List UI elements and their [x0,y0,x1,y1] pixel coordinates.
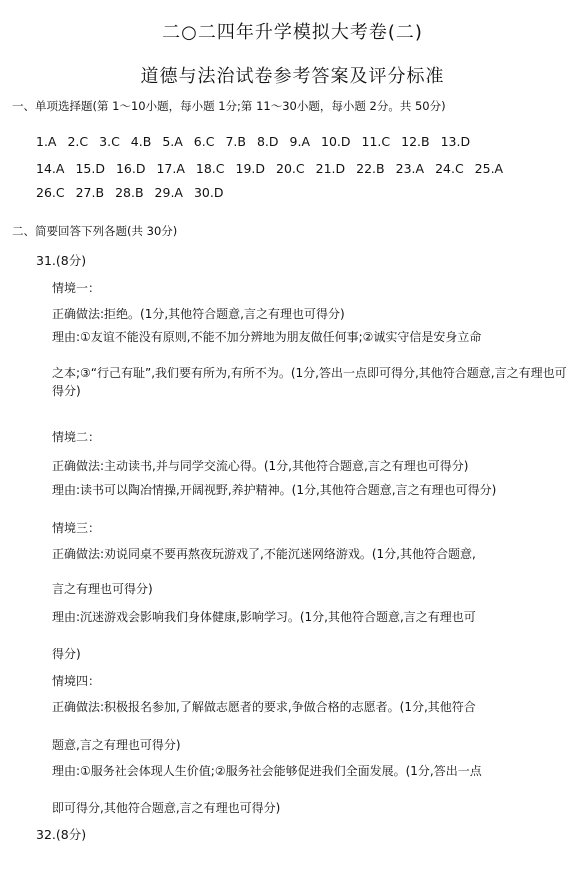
answer-item: 22.B [356,161,385,176]
answer-item: 14.A [36,161,65,176]
scenario-3-reason-line2: 得分) [52,647,81,661]
answer-item: 15.D [75,161,105,176]
scenario-2-practice: 正确做法:主动读书,并与同学交流心得。(1分,其他符合题意,言之有理也可得分) [52,459,469,473]
scenario-4-practice-line1: 正确做法:积极报名参加,了解做志愿者的要求,争做合格的志愿者。(1分,其他符合 [52,700,476,714]
answer-item: 16.D [115,161,146,176]
section-two-heading: 二、简要回答下列各题(共 30分) [12,224,178,238]
section-one-heading: 一、单项选择题(第 1～10小题，每小题 1分;第 11～30小题，每小题 2分。共 50分) [12,99,446,113]
answer-item: 18.C [195,161,225,176]
scenario-4-reason-line1: 理由:①服务社会体现人生价值;②服务社会能够促进我们全面发展。(1分,答出一点 [52,764,482,778]
scenario-1-title: 情境一： [52,281,101,295]
answer-item: 2.C [67,134,89,149]
answer-item: 7.B [225,134,246,149]
scenario-3-practice-line1: 正确做法:劝说同桌不要再熬夜玩游戏了,不能沉迷网络游戏。(1分,其他符合题意, [52,547,476,561]
answer-item: 11.C [361,134,391,149]
scenario-4-reason-line2: 即可得分,其他符合题意,言之有理也可得分) [52,801,281,815]
scenario-2-title: 情境二： [52,430,101,444]
answer-row-1 [36,134,481,149]
answer-item: 5.A [162,134,183,149]
scenario-2-reason: 理由:读书可以陶冶情操,开阔视野,养护精神。(1分,其他符合题意,言之有理也可得分) [52,483,497,497]
answer-item: 4.B [130,134,152,149]
answer-item: 10.D [321,134,351,149]
answer-item: 26.C [36,185,65,200]
answer-item: 17.A [156,161,185,176]
scenario-1-reason-line1: 理由:①友谊不能没有原则,不能不加分辨地为朋友做任何事;②诚实守信是安身立命 [52,330,482,344]
answer-item: 20.C [276,161,305,176]
answer-item: 12.B [401,134,430,149]
answer-item: 19.D [235,161,266,176]
answer-item: 23.A [395,161,425,176]
scenario-4-practice-line2: 题意,言之有理也可得分) [52,738,181,752]
answer-item: 24.C [435,161,464,176]
answer-item: 9.A [289,134,311,149]
page-subtitle: 道德与法治试卷参考答案及评分标准 [140,66,445,87]
answer-item: 30.D [193,185,224,200]
answer-item: 1.A [36,134,57,149]
answer-item: 29.A [154,185,183,200]
answer-row-2 [36,161,514,176]
scenario-1-reason-line2: 之本;③“行己有耻”,我们要有所为,有所不为。(1分,答出一点即可得分,其他符合题意,言之有理也可得分) [52,366,567,398]
scenario-4-title: 情境四： [52,674,101,688]
answer-row-3 [36,185,235,200]
answer-item: 3.C [99,134,120,149]
answer-item: 13.D [440,134,471,149]
scenario-3-reason-line1: 理由:沉迷游戏会影响我们身体健康,影响学习。(1分,其他符合题意,言之有理也可 [52,610,476,624]
page-title: 二○二四年升学模拟大考卷(二) [162,22,423,43]
scenario-1-practice: 正确做法:拒绝。(1分,其他符合题意,言之有理也可得分) [52,307,345,321]
scenario-3-practice-line2: 言之有理也可得分) [52,582,153,596]
answer-item: 25.A [474,161,504,176]
answer-item: 28.B [115,185,144,200]
answer-item: 21.D [315,161,346,176]
question-32-label: 32.(8分) [36,827,87,842]
scenario-3-title: 情境三： [52,521,101,535]
answer-item: 27.B [75,185,105,200]
question-31-label: 31.(8分) [36,253,87,268]
answer-item: 8.D [256,134,279,149]
answer-item: 6.C [193,134,215,149]
